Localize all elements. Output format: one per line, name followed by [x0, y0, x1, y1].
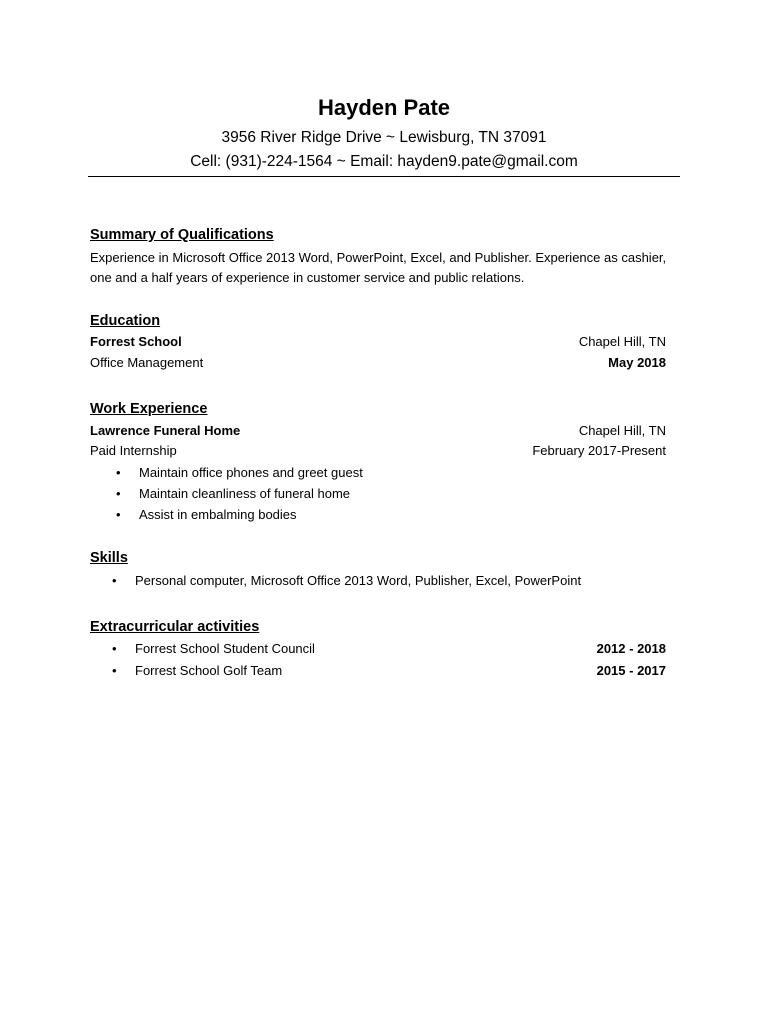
contact-line: Cell: (931)-224-1564 ~ Email: hayden9.pate@gmail.com [190, 153, 578, 170]
education-date: May 2018 [608, 355, 666, 370]
activity-years: 2012 - 2018 [596, 641, 666, 656]
activity-name: Forrest School Student Council [135, 641, 315, 656]
education-school: Forrest School [90, 334, 182, 349]
education-location: Chapel Hill, TN [578, 334, 666, 349]
resume-name: Hayden Pate [317, 95, 451, 120]
summary-text: Experience in Microsoft Office 2013 Word, PowerPoint, Excel, and Publisher. Experience as cashier, one and a half years of experience in customer service and public relations. [90, 250, 667, 285]
work-employer: Lawrence Funeral Home [90, 423, 241, 438]
header-divider [88, 176, 680, 177]
bullet-icon: • [116, 465, 121, 480]
bullet-icon: • [112, 641, 117, 656]
bullet-icon: • [116, 486, 121, 501]
work-title: Paid Internship [90, 443, 177, 458]
bullet-icon: • [112, 573, 117, 588]
work-title-row [90, 441, 666, 461]
work-duty-text: Maintain office phones and greet guest [139, 465, 363, 480]
education-school-row [90, 332, 666, 352]
activity-row [90, 661, 666, 681]
work-duty-text: Maintain cleanliness of funeral home [139, 486, 351, 501]
activity-row [90, 639, 666, 659]
bullet-icon: • [112, 663, 117, 678]
education-program: Office Management [90, 355, 204, 370]
activity-years: 2015 - 2017 [596, 663, 666, 678]
summary-heading: Summary of Qualifications [90, 227, 274, 243]
bullet-icon: • [116, 507, 121, 522]
education-heading: Education [90, 313, 161, 329]
work-location: Chapel Hill, TN [578, 423, 666, 438]
work-heading: Work Experience [90, 401, 208, 417]
address-line: 3956 River Ridge Drive ~ Lewisburg, TN 37091 [221, 129, 547, 146]
education-program-row [90, 353, 666, 373]
activity-name: Forrest School Golf Team [135, 663, 283, 678]
skills-heading: Skills [90, 550, 128, 566]
work-dates: February 2017-Present [532, 443, 666, 458]
work-employer-row [90, 421, 666, 441]
skill-text: Personal computer, Microsoft Office 2013 Word, Publisher, Excel, PowerPoint [135, 573, 582, 588]
work-duty-text: Assist in embalming bodies [139, 507, 297, 522]
activities-heading: Extracurricular activities [90, 619, 260, 635]
